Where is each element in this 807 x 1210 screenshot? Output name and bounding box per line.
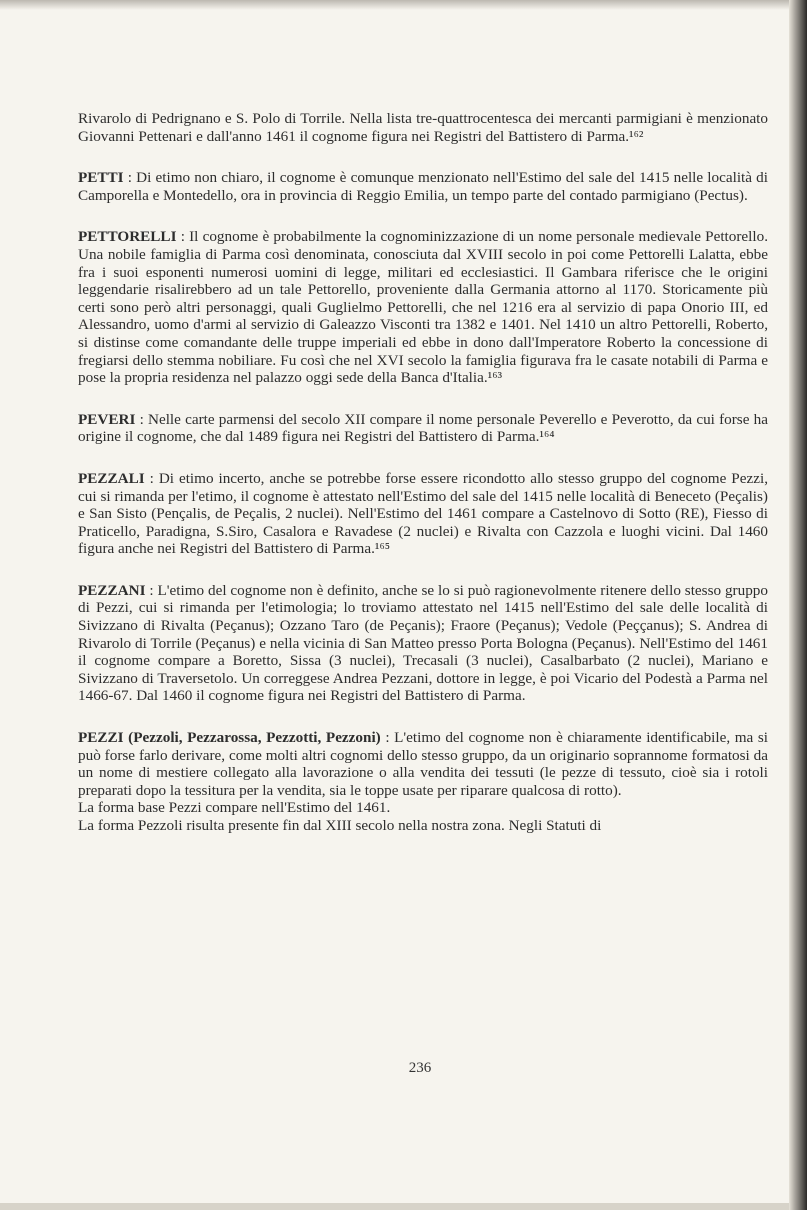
entry-headword: PEVERI <box>78 410 136 428</box>
entry-pettorelli <box>78 228 768 386</box>
entry-petti <box>78 169 768 204</box>
entry-body: : L'etimo del cognome non è chiaramente identificabile, ma si può forse farlo derivare, come molti altri cognomi dello stesso gruppo, da un originario soprannome formatosi da un nome di mestiere collegato alla lavorazione o alla vendita dei tessuti (le pezze di tessuto, cioè sia i rotoli preparati dopo la tessitura per la vendita, sia le toppe usate per riparare qualcosa di rotto). <box>78 729 768 799</box>
entry-pezzali <box>78 470 768 558</box>
entry-peveri <box>78 411 768 446</box>
page-top-shadow <box>0 0 807 10</box>
entry-continuation: La forma base Pezzi compare nell'Estimo del 1461. <box>78 799 391 817</box>
entry-headword: PETTI <box>78 169 124 187</box>
entry-text <box>78 729 768 799</box>
entry-body: : L'etimo del cognome non è definito, anche se lo si può ragionevolmente ritenere dello stesso gruppo di Pezzi, cui si rimanda per l'etimologia; lo troviamo attestato nel 1415 nell'Estimo del sale delle località di Sivizzano di Rivalta (Peçanus); Ozzano Taro (de Peçanis); Fraore (Peçanus); Vedole (Peççanus); S. Andrea di Rivarolo di Torrile (Peçanus) e nella vicinia di San Matteo presso Porta Bologna (Peçanus). Nell'Estimo del 1461 il cognome compare a Boretto, Sissa (3 nuclei), Trecasali (3 nuclei), Casalbarbato (2 nuclei), Mariano e Sivizzano di Traversetolo. Un correggese Andrea Pezzani, dottore in legge, è poi Vicario del Podestà a Parma nel 1466-67. Dal 1460 il cognome figura nei Registri del Battistero di Parma. <box>78 581 768 705</box>
entry-text <box>78 169 768 204</box>
entry-body: : Di etimo non chiaro, il cognome è comunque menzionato nell'Estimo del sale del 1415 nelle località di Camporella e Montedello, ora in provincia di Reggio Emilia, un tempo parte del contado parmigiano (Pectus). <box>78 169 768 204</box>
entry-continued <box>78 110 768 145</box>
entry-headword: PEZZI (Pezzoli, Pezzarossa, Pezzotti, Pezzoni) <box>78 729 381 747</box>
entry-body: : Nelle carte parmensi del secolo XII compare il nome personale Peverello e Peverotto, da cui forse ha origine il cognome, che dal 1489 figura nei Registri del Battistero di Parma.¹⁶⁴ <box>78 410 768 446</box>
entry-headword: PETTORELLI <box>78 228 177 246</box>
entry-headword: PEZZANI <box>78 581 146 599</box>
entry-text <box>78 110 768 145</box>
page-binding-shadow <box>789 0 807 1210</box>
entry-text <box>78 411 768 446</box>
entry-pezzi <box>78 729 768 835</box>
entry-body: : Di etimo incerto, anche se potrebbe forse essere ricondotto allo stesso gruppo del cognome Pezzi, cui si rimanda per l'etimo, il cognome è attestato nell'Estimo del sale del 1415 nelle località di Beneceto (Peçalis) e San Sisto (Pençalis, de Peçalis, 2 nuclei). Nell'Estimo del 1461 compare a Castelnovo di Sotto (RE), Fiesso di Praticello, Paradigna, S.Siro, Casalora e Ravadese (2 nuclei) e Rivalta con Cazzola e luoghi vicini. Dal 1460 figura anche nei Registri del Battistero di Parma.¹⁶⁵ <box>78 469 768 558</box>
entry-continuation: La forma Pezzoli risulta presente fin dal XIII secolo nella nostra zona. Negli Statuti di <box>78 817 602 834</box>
entry-text <box>78 470 768 558</box>
entry-body: : Il cognome è probabilmente la cognominizzazione di un nome personale medievale Pettorello. Una nobile famiglia di Parma così denominata, conosciuta dal XVIII secolo in poi come Pettorelli Lalatta, ebbe fra i suoi esponenti numerosi uomini di legge, militari ed ecclesiastici. Il Gambara riferisce che le origini leggendarie risalirebbero ad un tale Pettorello, proveniente dalla Germania attorno al 1170. Storicamente più certi sono però altri personaggi, quali Guglielmo Pettorelli, che nel 1216 era al servizio di papa Onorio III, ed Alessandro, uomo d'armi al servizio di Galeazzo Visconti tra 1382 e 1401. Nel 1410 un altro Pettorelli, Roberto, si distinse come comandante delle truppe imperiali ed ebbe in dono dall'Imperatore Roberto la concessione di fregiarsi dello stemma nobiliare. Fu così che nel XVI secolo la famiglia figurava fra le casate notabili di Parma e pose la propria residenza nel palazzo oggi sede della Banca d'Italia.¹⁶³ <box>78 228 768 387</box>
page-number: 236 <box>408 1060 432 1076</box>
entry-text <box>78 582 768 705</box>
entry-text <box>78 228 768 386</box>
dictionary-text <box>78 110 768 859</box>
entry-body: Rivarolo di Pedrignano e S. Polo di Torrile. Nella lista tre-quattrocentesca dei mercanti parmigiani è menzionato Giovanni Pettenari e dall'anno 1461 il cognome figura nei Registri del Battistero di Parma.¹⁶² <box>78 110 768 145</box>
entry-pezzani <box>78 582 768 705</box>
entry-headword: PEZZALI <box>78 469 145 487</box>
